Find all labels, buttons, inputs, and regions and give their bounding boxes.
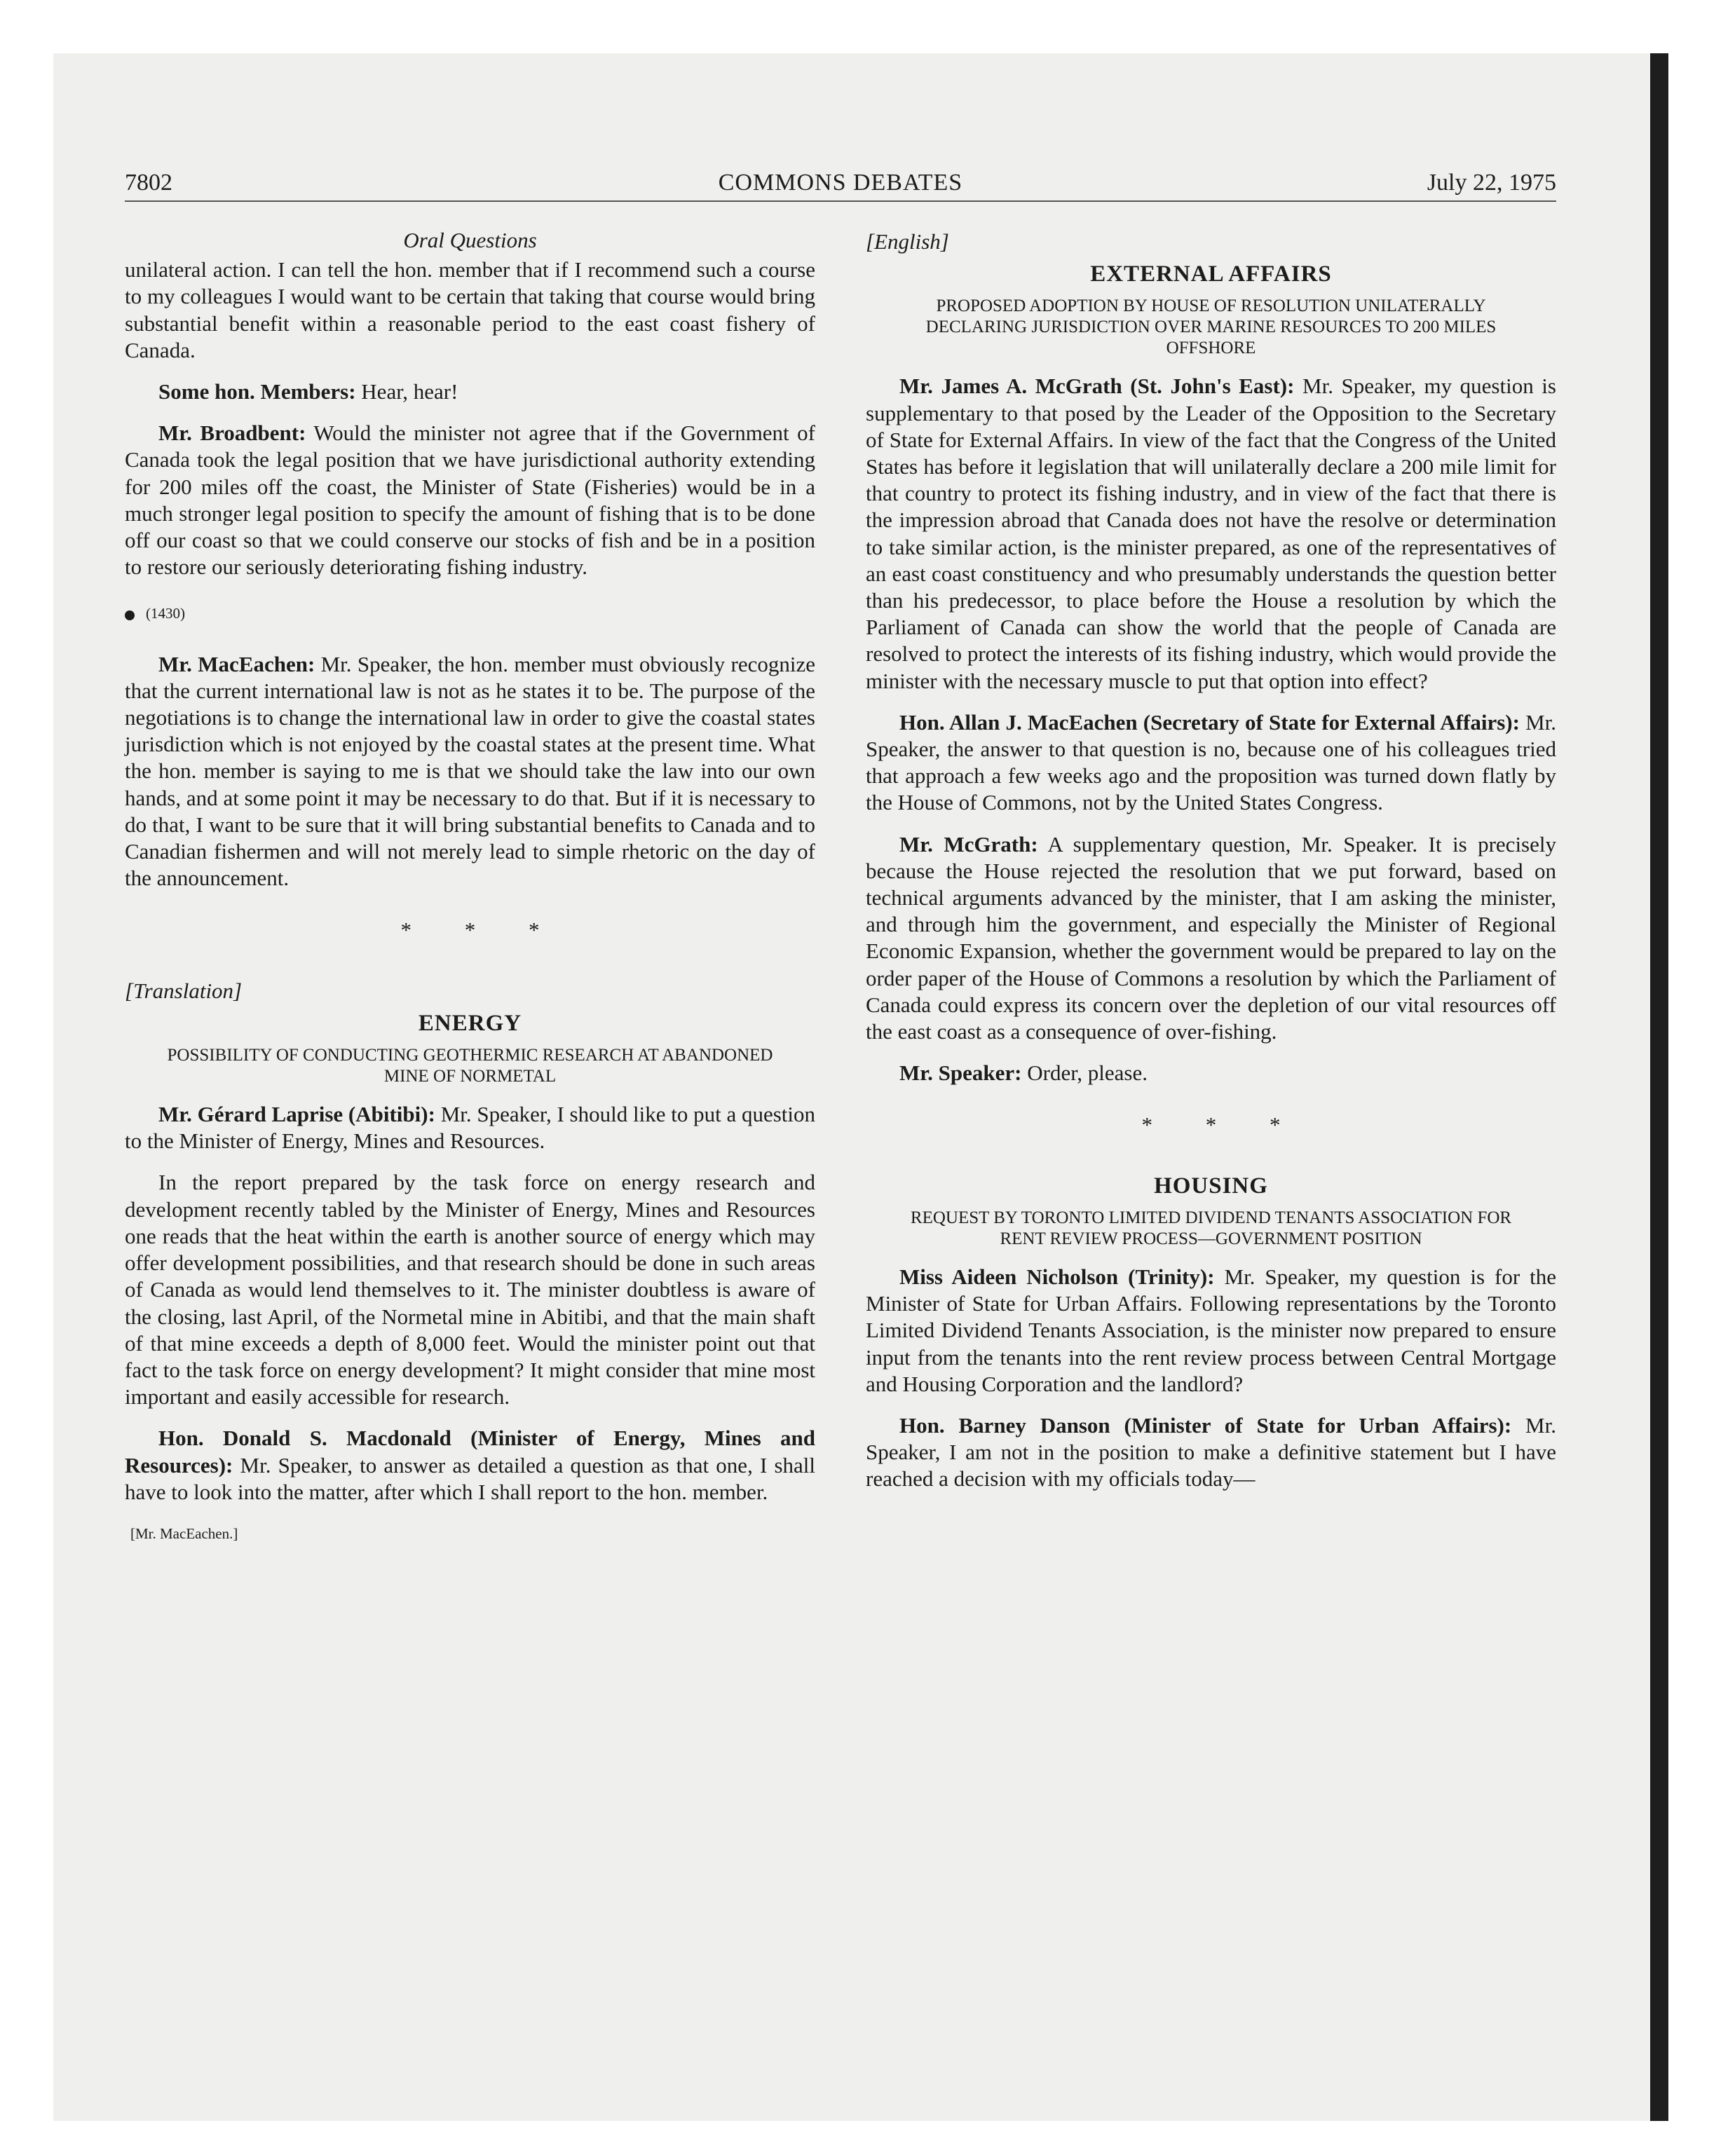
bullet-dot-icon bbox=[125, 610, 135, 620]
page-number: 7802 bbox=[125, 170, 172, 196]
paragraph bbox=[866, 373, 1556, 694]
time-marker bbox=[125, 600, 815, 627]
scan-edge-shadow bbox=[1650, 53, 1668, 2121]
section-subtitle: PROPOSED ADOPTION BY HOUSE OF RESOLUTION UNILATERALLY DECLARING JURISDICTION OVER MARINE RESOURCES TO 200 MILES OFFSHORE bbox=[925, 296, 1497, 358]
speech-text: Mr. Speaker, the hon. member must obviously recognize that the current international law is not as he states it to be. The purpose of the negotiations is to change the international law in order to give the coastal states jurisdiction which is not enjoyed by the coastal states at the present time. What the hon. member is saying to me is that we should take the law into our own hands, and at some point it may be necessary to do that. But if it is necessary to do that, I want to be sure that it will bring substantial benefits to Canada and to Canadian fishermen and will not merely lead to simple rhetoric on the day of the announcement. bbox=[125, 651, 815, 891]
speaker-name: Mr. Gérard Laprise (Abitibi): bbox=[158, 1102, 435, 1127]
paragraph bbox=[125, 378, 815, 405]
section-separator: * * * bbox=[1141, 1112, 1305, 1138]
paragraph bbox=[866, 709, 1556, 817]
paragraph bbox=[866, 1412, 1556, 1493]
section-title: EXTERNAL AFFAIRS bbox=[1090, 261, 1332, 287]
speech-text: Mr. Speaker, the answer to that question is no, because one of his colleagues tried that approach a few weeks ago and the proposition was turned down flatly by the House of Commons, not by the United States Congress. bbox=[866, 709, 1556, 815]
speech-text: Mr. Speaker, to answer as detailed a question as that one, I shall have to look into the matter, after which I shall report to the hon. member. bbox=[125, 1452, 815, 1504]
speaker-name: Hon. Donald S. Macdonald (Minister of Energy, Mines and Resources): bbox=[125, 1426, 815, 1478]
paragraph: unilateral action. I can tell the hon. member that if I recommend such a course to my colleagues I would want to be certain that taking that course would bring substantial benefit within a reasonable period to the east coast fishery of Canada. bbox=[125, 257, 815, 362]
running-head: Oral Questions bbox=[403, 228, 537, 252]
paragraph bbox=[125, 1425, 815, 1506]
speech-text: Mr. Speaker, my question is for the Minister of State for Urban Affairs. Following representations by the Toronto Limited Dividend Tenants Association, is the minister now prepared to ensure input from the tenants into the rent review process between Central Mortgage and Housing Corporation and the landlord? bbox=[866, 1264, 1556, 1396]
speech-text: Mr. Speaker, I am not in the position to make a definitive statement but I have reached a decision with my officials today— bbox=[866, 1412, 1556, 1492]
speaker-name: Mr. MacEachen: bbox=[158, 651, 315, 676]
paragraph bbox=[866, 1264, 1556, 1398]
language-note: [Translation] bbox=[125, 978, 243, 1003]
paragraph bbox=[125, 1101, 815, 1154]
section-title: ENERGY bbox=[418, 1010, 522, 1036]
paragraph bbox=[866, 1060, 1556, 1086]
paragraph bbox=[125, 420, 815, 580]
time-marker-text: (1430) bbox=[146, 605, 185, 622]
speaker-name: Hon. Allan J. MacEachen (Secretary of State for External Affairs): bbox=[899, 709, 1520, 735]
speech-text: Would the minister not agree that if the Government of Canada took the legal position that we have jurisdictional authority extending for 200 miles off the coast, the Minister of State (Fisheries) would be in a much stronger legal position to specify the amount of fishing that is to be done off our coast so that we could conserve our stocks of fish and be in a position to restore our seriously deteriorating fishing industry. bbox=[125, 421, 815, 580]
speaker-name: Mr. Speaker: bbox=[899, 1060, 1022, 1086]
speaker-name: Hon. Barney Danson (Minister of State for Urban Affairs): bbox=[899, 1412, 1512, 1438]
page-header bbox=[125, 163, 1556, 202]
section-separator: * * * bbox=[400, 917, 564, 943]
right-column bbox=[866, 231, 1556, 1508]
speech-text: Hear, hear! bbox=[355, 379, 458, 404]
speaker-name: Mr. McGrath: bbox=[899, 831, 1038, 857]
footer-note: [Mr. MacEachen.] bbox=[130, 1524, 238, 1542]
speaker-name: Some hon. Members: bbox=[158, 379, 356, 404]
publication-title: COMMONS DEBATES bbox=[718, 170, 963, 196]
speaker-name: Mr. James A. McGrath (St. John's East): bbox=[899, 374, 1295, 399]
paragraph: In the report prepared by the task force on energy research and development recently tabled by the Minister of Energy, Mines and Resources one reads that the heat within the earth is another source of energy which may offer development possibilities, and that research should be done in such areas of Canada as would lend themselves to it. The minister doubtless is aware of the closing, last April, of the Normetal mine in Abitibi, and that the main shaft of that mine exceeds a depth of 8,000 feet. Would the minister point out that fact to the task force on energy development? It might consider that mine most important and easily accessible for research. bbox=[125, 1170, 815, 1410]
left-column bbox=[125, 228, 816, 1547]
paragraph bbox=[866, 831, 1556, 1046]
header-date: July 22, 1975 bbox=[1427, 170, 1556, 196]
document-page bbox=[125, 163, 1556, 1957]
speech-text: A supplementary question, Mr. Speaker. It is precisely because the House rejected the resolution that we put forward, based on technical arguments advanced by the minister, that I am asking the minister, and through him the government, and especially the Minister of Regional Economic Expansion, whether the government would be prepared to lay on the order paper of the House of Commons a resolution by which the Parliament of Canada could express its concern over the depletion of our vital resources off the east coast as a consequence of over-fishing. bbox=[866, 831, 1556, 1044]
speech-text: Order, please. bbox=[1021, 1060, 1148, 1086]
section-subtitle: REQUEST BY TORONTO LIMITED DIVIDEND TENANTS ASSOCIATION FOR RENT REVIEW PROCESS—GOVERNMENT POSITION bbox=[910, 1208, 1512, 1248]
speaker-name: Mr. Broadbent: bbox=[158, 421, 306, 446]
language-note: [English] bbox=[866, 229, 949, 254]
section-subtitle: POSSIBILITY OF CONDUCTING GEOTHERMIC RESEARCH AT ABANDONED MINE OF NORMETAL bbox=[167, 1046, 773, 1086]
speaker-name: Miss Aideen Nicholson (Trinity): bbox=[899, 1264, 1215, 1289]
speech-text: Mr. Speaker, I should like to put a question to the Minister of Energy, Mines and Resources. bbox=[125, 1102, 816, 1154]
section-title: HOUSING bbox=[1154, 1173, 1268, 1199]
speech-text: Mr. Speaker, my question is supplementary to that posed by the Leader of the Opposition to the Secretary of State for External Affairs. In view of the fact that the Congress of the United States has before it legislation that will unilaterally declare a 200 mile limit for that country to protect its fishing industry, and in view of the fact that there is the impression abroad that Canada does not have the resolve or determination to take similar action, is the minister prepared, as one of the representatives of an east coast constituency and who presumably understands the question better than his predecessor, to place before the House a resolution by which the Parliament of Canada can show the world that the people of Canada are resolved to protect the interests of its fishing industry, which would provide the minister with the necessary muscle to put that option into effect? bbox=[866, 374, 1556, 693]
paragraph bbox=[125, 651, 815, 892]
